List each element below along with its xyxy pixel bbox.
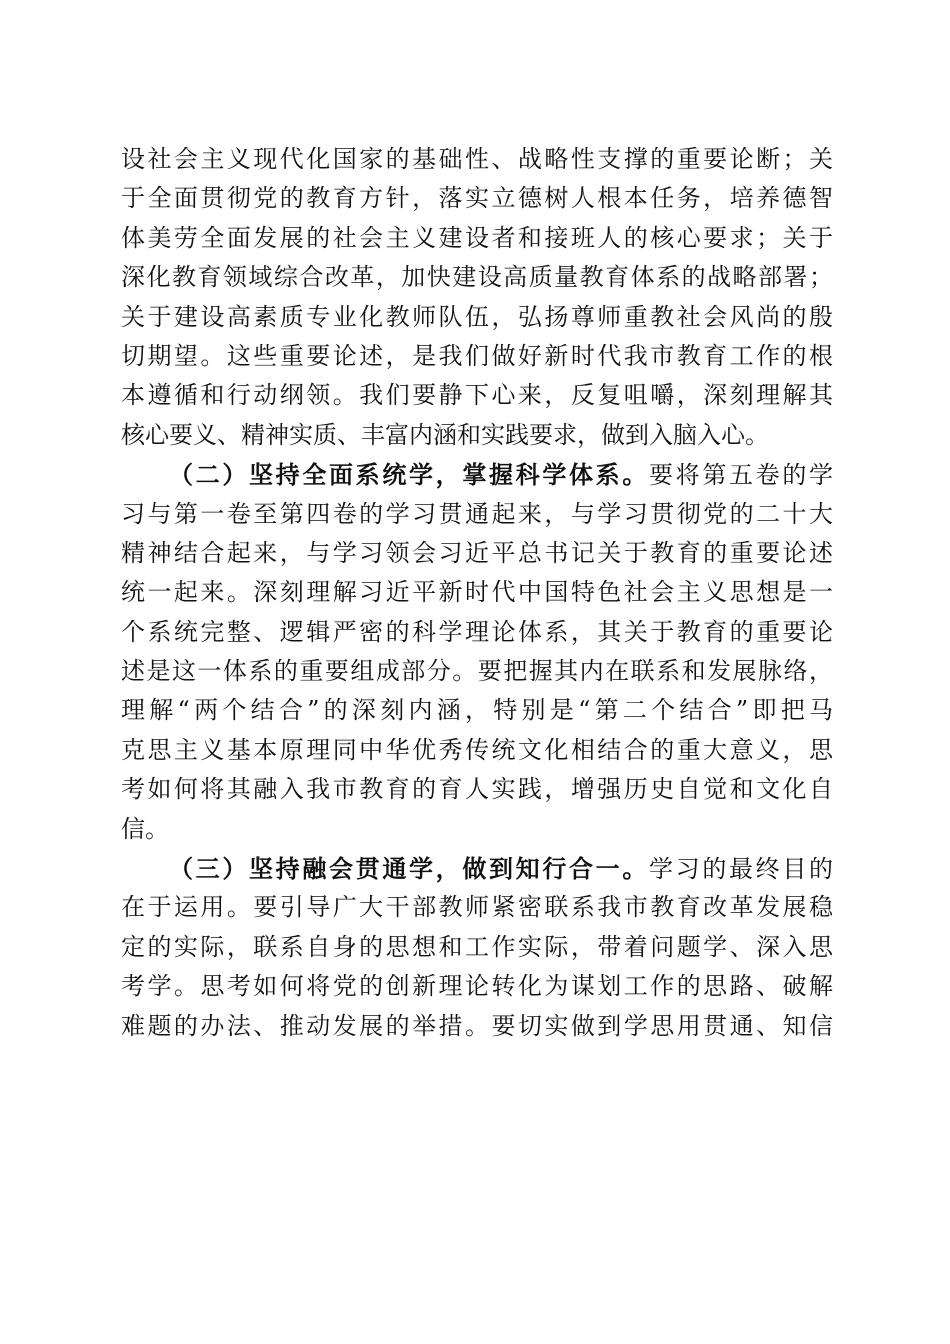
paragraph-2 [121,455,833,849]
document-body [121,140,833,1046]
text-line: 体美劳全面发展的社会主义建设者和接班人的核心要求；关于 [121,223,833,252]
text-line: 本遵循和行动纲领。我们要静下心来，反复咀嚼，深刻理解其 [121,381,833,410]
text-line: 信。 [121,814,169,843]
text-line: 精神结合起来，与学习领会习近平总书记关于教育的重要论述 [121,538,833,567]
text-line: 理解“两个结合”的深刻内涵，特别是“第二个结合”即把马 [121,696,833,725]
text-line [121,849,833,888]
text-line: 述是这一体系的重要组成部分。要把握其内在联系和发展脉络， [121,657,833,686]
text-line: 切期望。这些重要论述，是我们做好新时代我市教育工作的根 [121,341,833,370]
text-line: 核心要义、精神实质、丰富内涵和实践要求，做到入脑入心。 [121,420,769,449]
text-line: 关于建设高素质专业化教师队伍，弘扬尊师重教社会风尚的殷 [121,302,833,331]
text-line: 定的实际，联系自身的思想和工作实际，带着问题学、深入思 [121,932,833,961]
text-line: 考学。思考如何将党的创新理论转化为谋划工作的思路、破解 [121,972,833,1001]
section-heading: （三）坚持融会贯通学，做到知行合一。 [169,854,649,884]
text-line: 习与第一卷至第四卷的学习贯通起来，与学习贯彻党的二十大 [121,499,833,528]
text-line: 难题的办法、推动发展的举措。要切实做到学思用贯通、知信 [121,1011,833,1040]
text-line: 考如何将其融入我市教育的育人实践，增强历史自觉和文化自 [121,775,833,804]
text-line: 统一起来。深刻理解习近平新时代中国特色社会主义思想是一 [121,578,833,607]
text-span: 要将第五卷的学 [649,461,833,490]
text-line: 于全面贯彻党的教育方针，落实立德树人根本任务，培养德智 [121,184,833,213]
text-line [121,455,833,494]
text-line: 克思主义基本原理同中华优秀传统文化相结合的重大意义，思 [121,735,833,764]
text-line: 在于运用。要引导广大干部教师紧密联系我市教育改革发展稳 [121,893,833,922]
text-line: 设社会主义现代化国家的基础性、战略性支撑的重要论断；关 [121,145,833,173]
paragraph-3 [121,849,833,1046]
section-heading: （二）坚持全面系统学，掌握科学体系。 [169,460,649,490]
text-line: 深化教育领域综合改革，加快建设高质量教育体系的战略部署； [121,263,833,292]
text-line: 个系统完整、逻辑严密的科学理论体系，其关于教育的重要论 [121,617,833,646]
paragraph-1 [121,140,833,455]
text-span: 学习的最终目的 [649,855,833,884]
